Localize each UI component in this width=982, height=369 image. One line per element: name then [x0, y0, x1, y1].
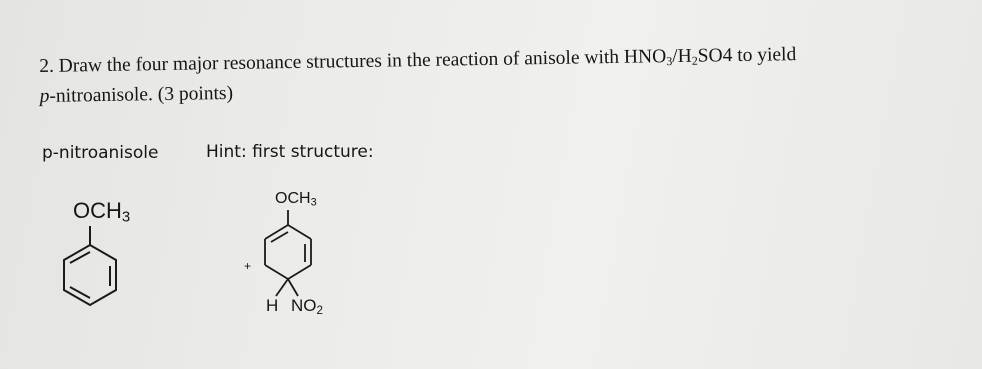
hint-no2-bond [288, 279, 298, 296]
hint-bond-6 [265, 225, 288, 239]
question-line-2-text: -nitroanisole. (3 points) [49, 82, 234, 107]
hint-bond-1 [288, 225, 311, 239]
product-hexagon [64, 245, 116, 305]
no2-main: NO [291, 296, 317, 315]
product-benzene-ring [64, 226, 116, 305]
subscript-2: 2 [691, 53, 698, 68]
product-double-bond-2 [70, 252, 90, 263]
question-line-1-mid: /H [672, 45, 692, 68]
charge-plus: + [244, 259, 252, 273]
question-line-1-end: SO4 to yield [697, 44, 797, 67]
hint-bond-4 [265, 265, 288, 279]
h-label: H [266, 296, 279, 315]
hint-och3-label [275, 190, 317, 208]
product-double-bond-3 [70, 287, 90, 298]
och3-sub: 3 [121, 208, 131, 226]
para-prefix: p [39, 85, 50, 107]
hint-ring [265, 210, 311, 296]
no2-sub: 2 [316, 304, 323, 317]
no2-label [291, 296, 323, 316]
hint-h-bond [276, 279, 288, 296]
product-label: p-nitroanisole [42, 143, 159, 163]
subscript-3: 3 [666, 54, 673, 69]
hint-och3-main: OCH [275, 190, 311, 207]
question-line-1-text: Draw the four major resonance structures in the reaction of anisole with HNO [58, 46, 667, 77]
hint-och3-sub: 3 [310, 196, 317, 209]
hint-label: Hint: first structure: [206, 142, 374, 162]
question-number: 2. [39, 55, 55, 77]
och3-main: OCH [73, 198, 122, 223]
hint-bond-3 [288, 265, 311, 279]
